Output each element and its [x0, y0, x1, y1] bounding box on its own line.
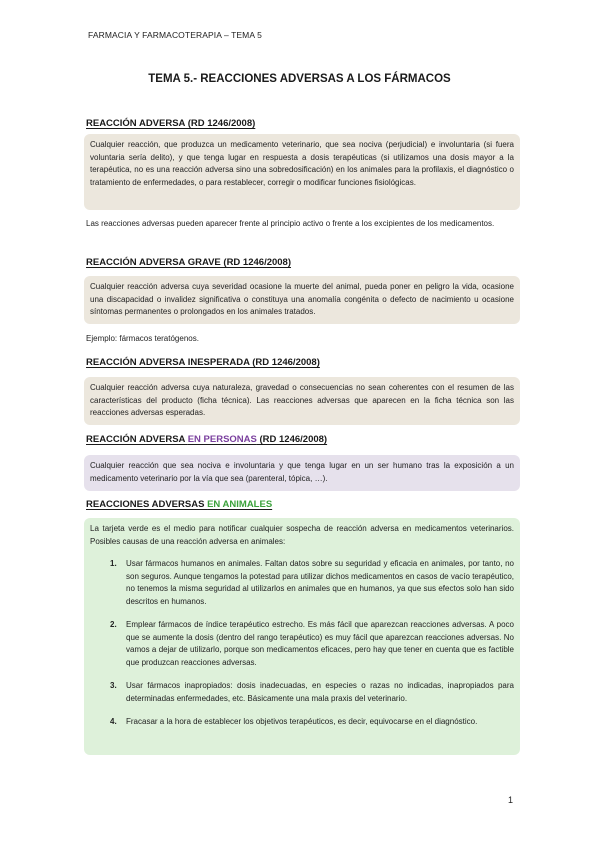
section-title-reaccion-adversa: REACCIÓN ADVERSA (RD 1246/2008)	[86, 118, 256, 129]
title-part: REACCIONES ADVERSAS	[86, 499, 208, 510]
running-header: FARMACIA Y FARMACOTERAPIA – TEMA 5	[88, 30, 262, 40]
note-excipientes: Las reacciones adversas pueden aparecer frente al principio activo o frente a los excipientes de los medicamentos.	[86, 219, 495, 228]
title-highlight-personas: EN PERSONAS	[187, 434, 257, 445]
list-item	[90, 558, 514, 608]
list-item	[90, 716, 514, 729]
definition-box-en-personas: Cualquier reacción que sea nociva e involuntaria y que tenga lugar en un ser humano tras la exposición a un medicamento veterinario por la vía que sea (parenteral, tópica, …).	[84, 455, 520, 491]
causes-intro: La tarjeta verde es el medio para notificar cualquier sospecha de reacción adversa en medicamentos veterinarios. Posibles causas de una reacción adversa en animales:	[90, 524, 514, 546]
title-highlight-animales: EN ANIMALES	[207, 499, 273, 510]
list-number: 2.	[110, 620, 117, 629]
definition-box-reaccion-inesperada: Cualquier reacción adversa cuya naturaleza, gravedad o consecuencias no sean coherentes con el resumen de las características del producto (ficha técnica). Las reacciones adversas que aparecen en la ficha técnica son las reacciones adversas esperadas.	[84, 377, 520, 425]
section-title-reaccion-grave: REACCIÓN ADVERSA GRAVE (RD 1246/2008)	[86, 257, 292, 268]
causes-box-en-animales	[84, 518, 520, 755]
title-part: REACCIÓN ADVERSA	[86, 434, 188, 445]
definition-box-reaccion-grave: Cualquier reacción adversa cuya severidad ocasione la muerte del animal, pueda poner en peligro la vida, ocasione una discapacidad o invalidez significativa o constituya una anomalía congénita o defecto de nacimiento u ocasione síntomas permanentes o prolongados en los animales tratados.	[84, 276, 520, 324]
definition-box-reaccion-adversa: Cualquier reacción, que produzca un medicamento veterinario, que sea nociva (perjudicial) e involuntaria (si fuera voluntaria sería delito), y que tenga lugar en respuesta a dosis terapéuticas (si utilizamos una dosis mayor a la terapéutica, no es una reacción adversa sino una sobredosificación) en los animales para la profilaxis, el diagnóstico o tratamiento de enfermedades, o para restablecer, corregir o modificar funciones fisiológicas.	[84, 134, 520, 210]
section-title-en-personas	[86, 434, 327, 445]
list-number: 4.	[110, 717, 117, 726]
list-item	[90, 680, 514, 705]
list-number: 3.	[110, 681, 117, 690]
list-text: Usar fármacos humanos en animales. Faltan datos sobre su seguridad y eficacia en animales, por tanto, no son seguros. Aunque tengamos la potestad para utilizar dichos medicamentos en casos de vacío terapéutico, no tenemos la misma seguridad al utilizarlos en animales que en humanos, ya que sus efectos solo han sido descritos en humanos.	[126, 559, 514, 606]
list-text: Fracasar a la hora de establecer los objetivos terapéuticos, es decir, equivocarse en el diagnóstico.	[126, 717, 478, 726]
list-number: 1.	[110, 559, 117, 568]
section-title-reaccion-inesperada: REACCIÓN ADVERSA INESPERADA (RD 1246/2008)	[86, 357, 320, 368]
document-title: TEMA 5.- REACCIONES ADVERSAS A LOS FÁRMACOS	[148, 73, 451, 85]
page-number: 1	[508, 795, 514, 805]
section-title-en-animales	[86, 499, 272, 510]
list-text: Usar fármacos inapropiados: dosis inadecuadas, en especies o razas no indicadas, inapropiados para determinadas enfermedades, etc. Básicamente una mala praxis del veterinario.	[126, 681, 514, 703]
causes-list	[90, 558, 514, 729]
title-part: (RD 1246/2008)	[256, 434, 328, 445]
list-text: Emplear fármacos de índice terapéutico estrecho. Es más fácil que aparezcan reacciones adversas. A poco que se aumente la dosis (dentro del rango terapéutico) es muy fácil que aparezcan reacciones adversas. No vamos a dejar de utilizarlo, porque son medicamentos eficaces, pero hay que tener en cuenta que es factible que produzcan reacciones adversas.	[126, 620, 514, 667]
note-ejemplo: Ejemplo: fármacos teratógenos.	[86, 334, 199, 343]
list-item	[90, 619, 514, 669]
